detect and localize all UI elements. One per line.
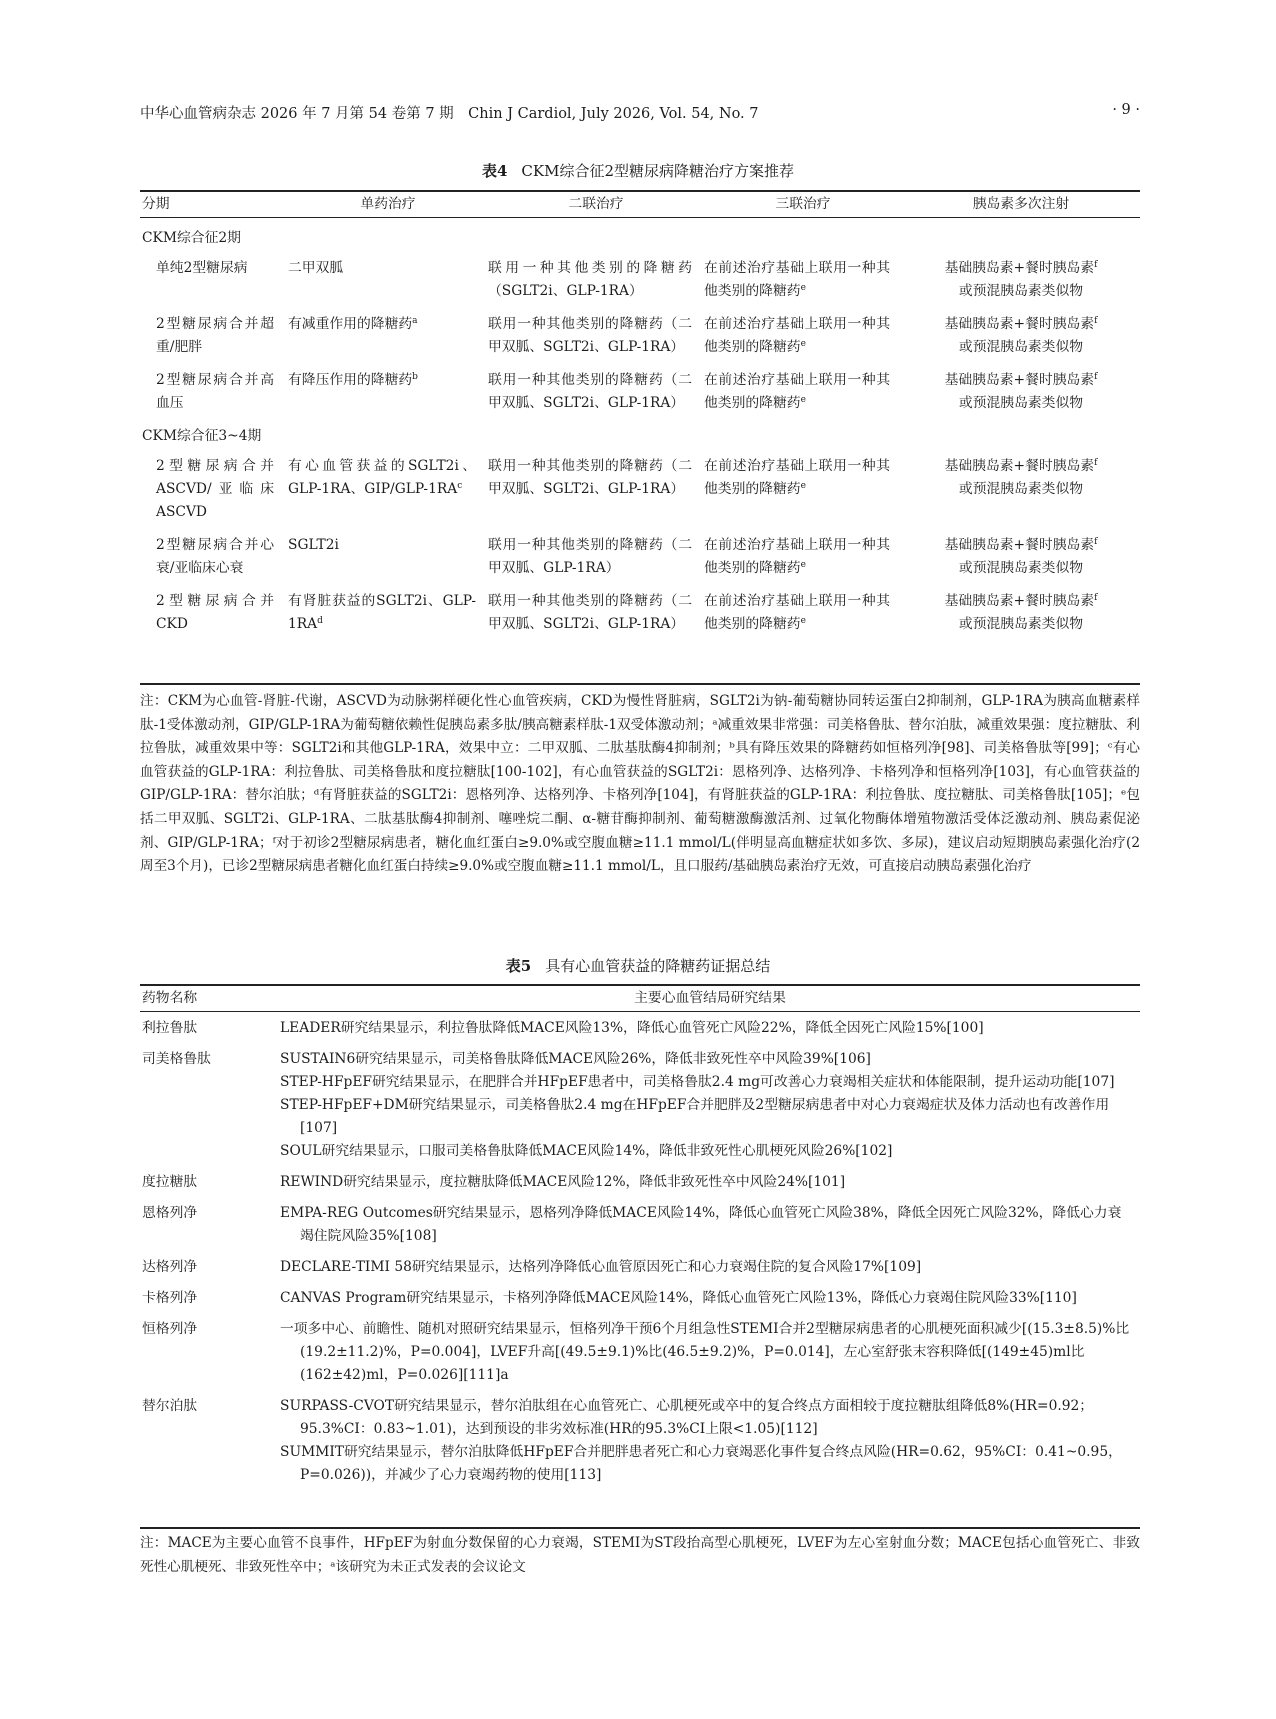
insulin-cell: 基础胰岛素+餐时胰岛素$^f$ 或预混胰岛素类似物	[944, 260, 1098, 299]
table4-bottom-rule	[140, 683, 1140, 685]
finding-cell: EMPA-REG Outcomes研究结果显示，恩格列净降低MACE风险14%，降低心血管死亡风险38%，降低全因死亡风险32%，降低心力衰竭住院风险35%[108]	[280, 1205, 1122, 1244]
drug-cell: 卡格列净	[142, 1290, 198, 1306]
mono-cell: 有心血管获益的SGLT2i、GLP-1RA、GIP/$GLP-1RA^c$	[288, 458, 476, 497]
dual-cell: 联用一种其他类别的降糖药（二甲双胍、GLP-1RA）	[488, 537, 692, 576]
insulin-cell: 基础胰岛素+餐时胰岛素$^f$ 或预混胰岛素类似物	[944, 458, 1098, 497]
drug-cell: 司美格鲁肽	[142, 1051, 211, 1067]
dual-cell: 联用一种其他类别的降糖药（二甲双胍、SGLT2i、GLP-1RA）	[488, 372, 692, 411]
table4-header: 分期	[142, 196, 170, 212]
drug-cell: 达格列净	[142, 1259, 198, 1275]
drug-cell: 替尔泊肽	[142, 1398, 198, 1414]
table5-header: 药物名称	[142, 990, 198, 1006]
running-head	[140, 102, 1140, 123]
insulin-cell: 基础胰岛素+餐时胰岛素$^f$ 或预混胰岛素类似物	[944, 372, 1098, 411]
insulin-cell: 基础胰岛素+餐时胰岛素$^f$ 或预混胰岛素类似物	[944, 593, 1098, 632]
finding-cell: DECLARE-TIMI 58研究结果显示，达格列净降低心血管原因死亡和心力衰竭住院的复合风险17%[109]	[280, 1259, 922, 1275]
table-row	[140, 1011, 1140, 1046]
table4-header: 二联治疗	[568, 196, 624, 212]
table4-caption	[0, 160, 1276, 181]
page-number: · 9 ·	[1112, 102, 1140, 118]
insulin-cell: 基础胰岛素+餐时胰岛素$^f$ 或预混胰岛素类似物	[944, 537, 1098, 576]
finding-cell: CANVAS Program研究结果显示，卡格列净降低MACE风险14%，降低心血管死亡风险13%，降低心力衰竭住院风险33%[110]	[280, 1290, 1077, 1306]
table-row	[140, 451, 1140, 530]
dual-cell: 联用一种其他类别的降糖药（SGLT2i、GLP-1RA）	[488, 260, 692, 299]
table4-header: 三联治疗	[775, 196, 831, 212]
table4-title: CKM综合征2型糖尿病降糖治疗方案推荐	[521, 162, 795, 180]
table-row	[140, 530, 1140, 586]
table4-note: 注：CKM为心血管-肾脏-代谢，ASCVD为动脉粥样硬化性心血管疾病，CKD为慢性肾脏病，SGLT2i为钠-葡萄糖协同转运蛋白2抑制剂，GLP-1RA为胰高血糖素样肽-1受体激动剂，GIP/GLP-1RA为葡萄糖依赖性促胰岛素多肽/胰高糖素样肽-1双受体激动剂；ᵃ减重效果非常强：司美格鲁肽、替尔泊肽，减重效果强：度拉糖肽、利拉鲁肽，减重效果中等：SGLT2i和其他GLP-1RA，效果中立：二甲双胍、二肽基肽酶4抑制剂；ᵇ具有降压效果的降糖药如恒格列净[98]、司美格鲁肽等[99]；ᶜ有心血管获益的GLP-1RA：利拉鲁肽、司美格鲁肽和度拉糖肽[100-102]，有心血管获益的SGLT2i：恩格列净、达格列净、卡格列净和恒格列净[103]，有心血管获益的GIP/GLP-1RA：替尔泊肽；ᵈ有肾脏获益的SGLT2i：恩格列净、达格列净、卡格列净[104]，有肾脏获益的GLP-1RA：利拉鲁肽、度拉糖肽、司美格鲁肽[105]；ᵉ包括二甲双胍、SGLT2i、GLP-1RA、二肽基肽酶4抑制剂、噻唑烷二酮、α-糖苷酶抑制剂、葡萄糖激酶激活剂、过氧化物酶体增殖物激活受体泛激动剂、胰岛素促泌剂、GIP/GLP-1RA；ᶠ对于初诊2型糖尿病患者，糖化血红蛋白≥9.0%或空腹血糖≥11.1 mmol/L(伴明显高血糖症状如多饮、多尿)，建议启动短期胰岛素强化治疗(2周至3个月)，已诊2型糖尿病患者糖化血红蛋白持续≥9.0%或空腹血糖≥11.1 mmol/L，且口服药/基础胰岛素治疗无效，可直接启动胰岛素强化治疗	[140, 693, 1140, 875]
section-title: CKM综合征2期	[142, 230, 241, 246]
table5-caption	[0, 955, 1276, 976]
mono-cell: 有肾脏获益的SGLT2i、GLP-$1RA^d$	[288, 593, 476, 632]
finding-cell: 一项多中心、前瞻性、随机对照研究结果显示，恒格列净干预6个月组急性STEMI合并2型糖尿病患者的心肌梗死面积减少[(15.3±8.5)%比(19.2±11.2)%，P=0.004]，LVEF升高[(49.5±9.1)%比(46.5±9.2)%，P=0.014]，左心室舒张末容积降低[(149±45)ml比(162±42)ml，P=0.026][111]a	[280, 1321, 1130, 1383]
table4-section-row	[140, 217, 1140, 253]
table-row	[140, 1046, 1140, 1169]
insulin-cell: 基础胰岛素+餐时胰岛素$^f$ 或预混胰岛素类似物	[944, 316, 1098, 355]
stage-cell: 2型糖尿病合并ASCVD/亚临床ASCVD	[156, 458, 274, 520]
finding-cell: SURPASS-CVOT研究结果显示，替尔泊肽组在心血管死亡、心肌梗死或卒中的复合终点方面相较于度拉糖肽组降低8%(HR=0.92；95.3%CI：0.83~1.01)，达到预设的非劣效标准(HR的95.3%CI上限<1.05)[112] SUMMIT研究结果显示，替尔泊肽降低HFpEF合并肥胖患者死亡和心力衰竭恶化事件复合终点风险(HR=0.62，95%CI：0.41~0.95，P=0.026))，并减少了心力衰竭药物的使用[113]	[280, 1398, 1122, 1483]
drug-cell: 恩格列净	[142, 1205, 198, 1221]
table-row	[140, 1200, 1140, 1254]
table-row	[140, 1169, 1140, 1200]
finding-cell: LEADER研究结果显示，利拉鲁肽降低MACE风险13%，降低心血管死亡风险22%，降低全因死亡风险15%[100]	[280, 1020, 984, 1036]
mono-cell: 二甲双胍	[288, 260, 344, 276]
stage-cell: 2型糖尿病合并超重/肥胖	[156, 316, 274, 355]
dual-cell: 联用一种其他类别的降糖药（二甲双胍、SGLT2i、GLP-1RA）	[488, 458, 692, 497]
table4-header: 胰岛素多次注射	[972, 196, 1070, 212]
stage-cell: 2型糖尿病合并心衰/亚临床心衰	[156, 537, 274, 576]
triple-cell: 在前述治疗基础上联用一种其他类别的降糖药$^e$	[704, 260, 890, 299]
table5-header: 主要心血管结局研究结果	[634, 990, 786, 1006]
table4-header: 单药治疗	[360, 196, 416, 212]
table-row	[140, 586, 1140, 642]
table-row	[140, 253, 1140, 309]
triple-cell: 在前述治疗基础上联用一种其他类别的降糖药$^e$	[704, 593, 890, 632]
triple-cell: 在前述治疗基础上联用一种其他类别的降糖药$^e$	[704, 458, 890, 497]
table5-title: 具有心血管获益的降糖药证据总结	[545, 957, 771, 975]
table5-label: 表5	[505, 957, 532, 975]
triple-cell: 在前述治疗基础上联用一种其他类别的降糖药$^e$	[704, 537, 890, 576]
table4-section-row	[140, 421, 1140, 451]
stage-cell: 2型糖尿病合并CKD	[156, 593, 274, 632]
table4-header-row	[140, 191, 1140, 217]
mono-cell: SGLT2i	[288, 537, 339, 553]
dual-cell: 联用一种其他类别的降糖药（二甲双胍、SGLT2i、GLP-1RA）	[488, 316, 692, 355]
table-row	[140, 1393, 1140, 1493]
journal-citation: 中华心血管病杂志 2026 年 7 月第 54 卷第 7 期 Chin J Cardiol, July 2026, Vol. 54, No. 7	[140, 106, 759, 122]
table5	[140, 985, 1140, 1493]
triple-cell: 在前述治疗基础上联用一种其他类别的降糖药$^e$	[704, 372, 890, 411]
table5-header-row	[140, 985, 1140, 1011]
table5-bottom-rule	[140, 1527, 1140, 1529]
drug-cell: 利拉鲁肽	[142, 1020, 198, 1036]
table-row	[140, 1316, 1140, 1393]
stage-cell: 2型糖尿病合并高血压	[156, 372, 274, 411]
section-title: CKM综合征3~4期	[142, 428, 262, 444]
table4	[140, 191, 1140, 642]
mono-cell: 有减重作用的降糖药$^a$	[288, 316, 418, 332]
table-row	[140, 309, 1140, 365]
table-row	[140, 1254, 1140, 1285]
drug-cell: 恒格列净	[142, 1321, 198, 1337]
table-row	[140, 1285, 1140, 1316]
table5-note: 注：MACE为主要心血管不良事件，HFpEF为射血分数保留的心力衰竭，STEMI为ST段抬高型心肌梗死，LVEF为左心室射血分数；MACE包括心血管死亡、非致死性心肌梗死、非致死性卒中；ᵃ该研究为未正式发表的会议论文	[140, 1535, 1140, 1575]
dual-cell: 联用一种其他类别的降糖药（二甲双胍、SGLT2i、GLP-1RA）	[488, 593, 692, 632]
triple-cell: 在前述治疗基础上联用一种其他类别的降糖药$^e$	[704, 316, 890, 355]
stage-cell: 单纯2型糖尿病	[156, 260, 248, 276]
table-row	[140, 365, 1140, 421]
mono-cell: 有降压作用的降糖药$^b$	[288, 372, 418, 388]
drug-cell: 度拉糖肽	[142, 1174, 198, 1190]
table4-label: 表4	[481, 162, 508, 180]
finding-cell: REWIND研究结果显示，度拉糖肽降低MACE风险12%，降低非致死性卒中风险24%[101]	[280, 1174, 846, 1190]
finding-cell: SUSTAIN6研究结果显示，司美格鲁肽降低MACE风险26%，降低非致死性卒中风险39%[106] STEP-HFpEF研究结果显示，在肥胖合并HFpEF患者中，司美格鲁肽2.4 mg可改善心力衰竭相关症状和体能限制，提升运动功能[107] STEP-HFpEF+DM研究结果显示，司美格鲁肽2.4 mg在HFpEF合并肥胖及2型糖尿病患者中对心力衰竭症状及体力活动也有改善作用[107] SOUL研究结果显示，口服司美格鲁肽降低MACE风险14%，降低非致死性心肌梗死风险26%[102]	[280, 1051, 1115, 1159]
